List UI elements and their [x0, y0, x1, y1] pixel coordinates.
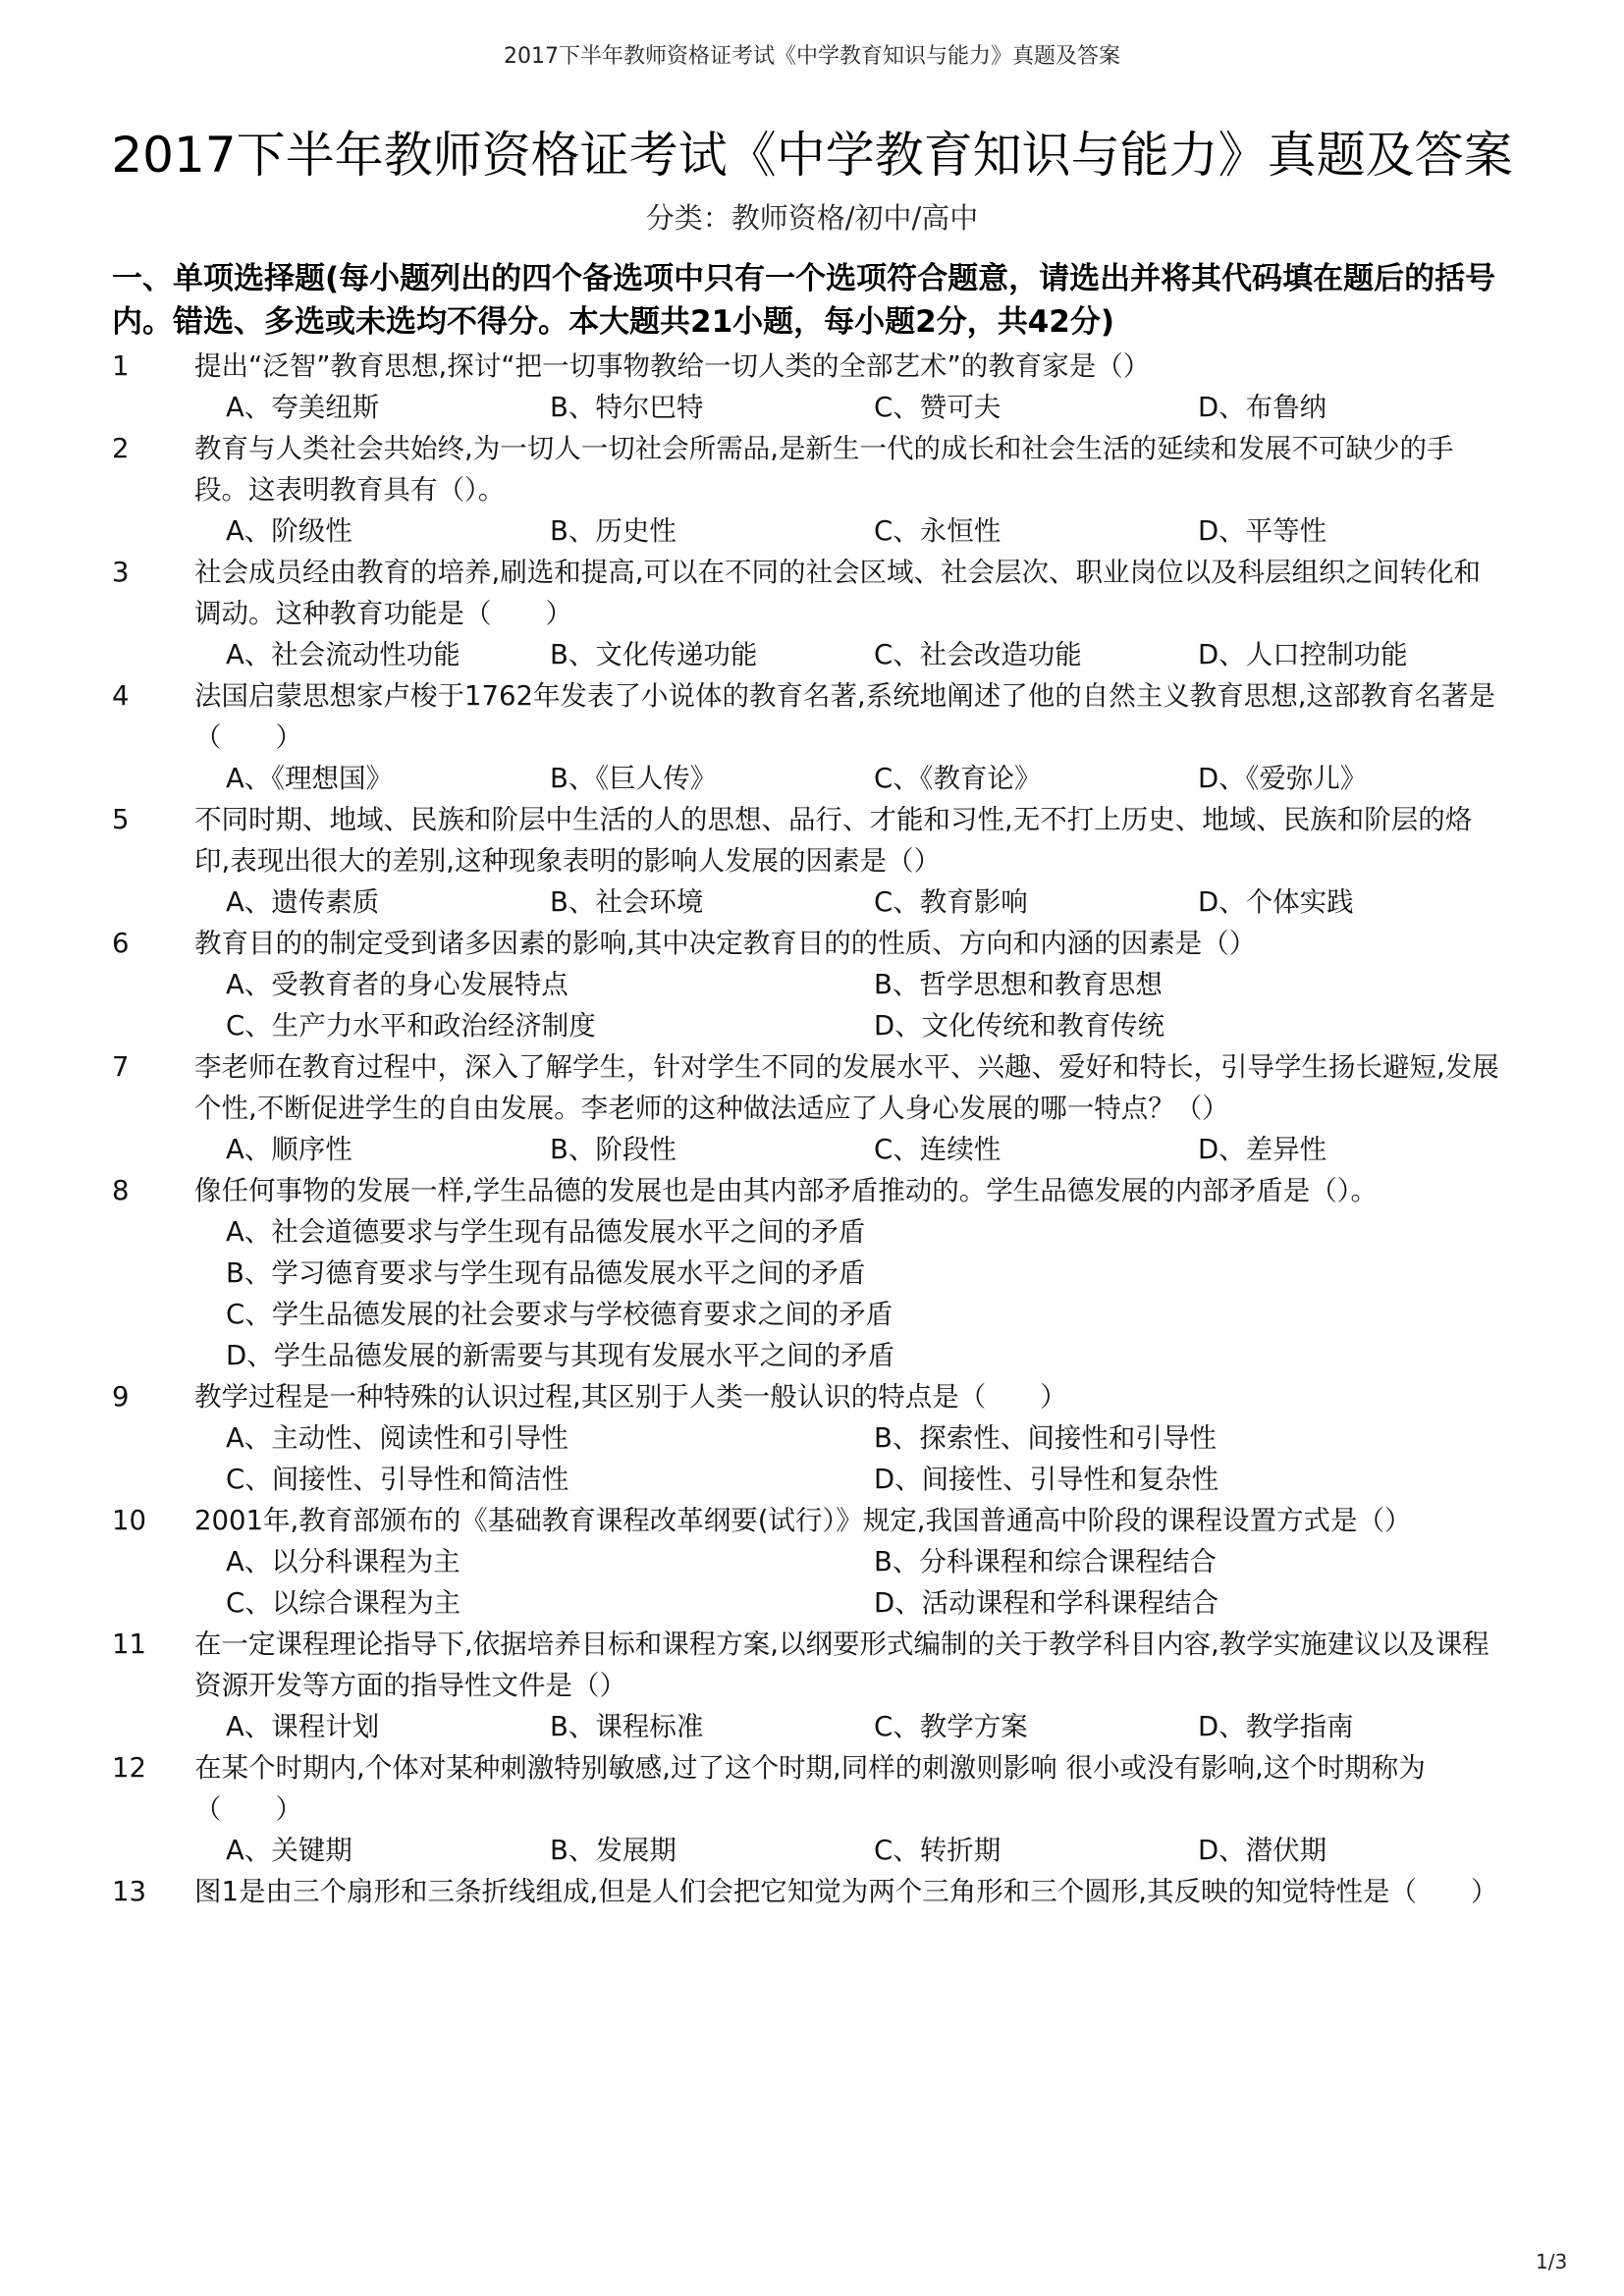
- answer-option: A、夸美纽斯: [226, 392, 380, 423]
- answer-option: D、《爱弥儿》: [1198, 763, 1368, 794]
- answer-option: D、个体实践: [1198, 886, 1354, 918]
- question-stem: 像任何事物的发展一样,学生品德的发展也是由其内部矛盾推动的。学生品德发展的内部矛盾是（）。: [194, 1175, 1378, 1206]
- question-stem: 提出“泛智”教育思想,探讨“把一切事物教给一切人类的全部艺术”的教育家是（）: [194, 350, 1151, 382]
- question-item: [112, 799, 1526, 923]
- section-heading: 一、单项选择题(每小题列出的四个备选项中只有一个选项符合题意，请选出并将其代码填在题后的括号内。错选、多选或未选均不得分。本大题共21小题，每小题2分，共42分): [112, 261, 1496, 340]
- category-label: 分类：教师资格/初中/高中: [645, 201, 979, 235]
- answer-option: B、《巨人传》: [550, 763, 718, 794]
- answer-option: D、平等性: [1198, 515, 1327, 547]
- question-stem: 2001年,教育部颁布的《基础教育课程改革纲要(试行）》规定,我国普通高中阶段的课程设置方式是（）: [194, 1505, 1412, 1536]
- question-stem: 社会成员经由教育的培养,刷选和提高,可以在不同的社会区域、社会层次、职业岗位以及科层组织之间转化和调动。这种教育功能是（ ）: [194, 557, 1481, 629]
- answer-option: B、特尔巴特: [550, 392, 704, 423]
- answer-options: [226, 881, 1522, 923]
- answer-option: B、哲学思想和教育思想: [874, 969, 1163, 1000]
- answer-option: A、课程计划: [226, 1711, 380, 1742]
- answer-option: C、教育影响: [874, 886, 1028, 918]
- question-stem: 在一定课程理论指导下,依据培养目标和课程方案,以纲要形式编制的关于教学科目内容,教学实施建议以及课程资源开发等方面的指导性文件是（）: [194, 1629, 1489, 1701]
- answer-option: D、学生品德发展的新需要与其现有发展水平之间的矛盾: [226, 1340, 895, 1371]
- answer-option: B、分科课程和综合课程结合: [874, 1546, 1217, 1577]
- question-item: [112, 552, 1526, 675]
- answer-option: D、布鲁纳: [1198, 392, 1327, 423]
- question-number: 8: [112, 1175, 130, 1206]
- question-item: [112, 675, 1526, 799]
- question-item: [112, 1170, 1526, 1376]
- answer-option: B、文化传递功能: [550, 639, 758, 670]
- answer-option: C、社会改造功能: [874, 639, 1082, 670]
- question-item: [112, 1376, 1526, 1500]
- answer-option: C、《教育论》: [874, 763, 1042, 794]
- answer-option: B、发展期: [550, 1835, 677, 1866]
- question-stem: 教学过程是一种特殊的认识过程,其区别于人类一般认识的特点是（ ）: [194, 1381, 1067, 1413]
- question-item: [112, 1500, 1526, 1624]
- question-list: [112, 346, 1526, 1912]
- answer-options: [226, 1830, 1522, 1871]
- question-number: 11: [112, 1629, 146, 1660]
- answer-option: A、顺序性: [226, 1134, 352, 1165]
- answer-option: D、文化传统和教育传统: [874, 1010, 1165, 1041]
- question-stem: 在某个时期内,个体对某种刺激特别敏感,过了这个时期,同样的刺激则影响 很小或没有影响,这个时期称为（ ）: [194, 1752, 1426, 1825]
- question-number: 5: [112, 804, 130, 835]
- answer-option: C、学生品德发展的社会要求与学校德育要求之间的矛盾: [226, 1299, 893, 1330]
- question-item: [112, 923, 1526, 1046]
- answer-options: [226, 634, 1522, 675]
- running-header: 2017下半年教师资格证考试《中学教育知识与能力》真题及答案: [504, 44, 1120, 69]
- question-stem: 图1是由三个扇形和三条折线组成,但是人们会把它知觉为两个三角形和三个圆形,其反映的知觉特性是（ ）: [194, 1876, 1498, 1907]
- question-stem: 教育目的的制定受到诸多因素的影响,其中决定教育目的的性质、方向和内涵的因素是（）: [194, 928, 1257, 959]
- answer-options: [226, 1211, 1522, 1376]
- answer-option: B、学习德育要求与学生现有品德发展水平之间的矛盾: [226, 1257, 866, 1289]
- answer-option: C、连续性: [874, 1134, 1001, 1165]
- answer-options: [226, 510, 1522, 552]
- question-stem: 教育与人类社会共始终,为一切人一切社会所需品,是新生一代的成长和社会生活的延续和发展不可缺少的手段。这表明教育具有（）。: [194, 433, 1454, 506]
- answer-option: D、间接性、引导性和复杂性: [874, 1464, 1219, 1495]
- question-item: [112, 1624, 1526, 1747]
- page-number: 1/3: [1536, 2250, 1568, 2273]
- answer-option: B、阶段性: [550, 1134, 677, 1165]
- answer-option: B、探索性、间接性和引导性: [874, 1422, 1217, 1454]
- question-stem: 法国启蒙思想家卢梭于1762年发表了小说体的教育名著,系统地阐述了他的自然主义教育思想,这部教育名著是（ ）: [194, 680, 1495, 753]
- answer-options: [226, 387, 1522, 428]
- question-number: 4: [112, 680, 130, 712]
- question-stem: 李老师在教育过程中，深入了解学生，针对学生不同的发展水平、兴趣、爱好和特长，引导学生扬长避短,发展个性,不断促进学生的自由发展。李老师的这种做法适应了人身心发展的哪一特点？（）: [194, 1051, 1499, 1124]
- answer-options: [226, 1706, 1522, 1747]
- question-number: 7: [112, 1051, 130, 1083]
- answer-option: A、关键期: [226, 1835, 352, 1866]
- answer-option: B、历史性: [550, 515, 677, 547]
- answer-option: A、以分科课程为主: [226, 1546, 460, 1577]
- question-number: 9: [112, 1381, 130, 1413]
- question-stem: 不同时期、地域、民族和阶层中生活的人的思想、品行、才能和习性,无不打上历史、地域、民族和阶层的烙印,表现出很大的差别,这种现象表明的影响人发展的因素是（）: [194, 804, 1473, 877]
- question-item: [112, 1747, 1526, 1871]
- answer-option: A、主动性、阅读性和引导性: [226, 1422, 568, 1454]
- answer-option: A、受教育者的身心发展特点: [226, 969, 568, 1000]
- answer-options: [226, 964, 1522, 1046]
- answer-option: C、赞可夫: [874, 392, 1001, 423]
- answer-option: C、间接性、引导性和简洁性: [226, 1464, 569, 1495]
- answer-options: [226, 1129, 1522, 1170]
- answer-option: A、《理想国》: [226, 763, 394, 794]
- question-number: 10: [112, 1505, 146, 1536]
- question-number: 12: [112, 1752, 146, 1784]
- answer-options: [226, 1541, 1522, 1624]
- answer-option: A、阶级性: [226, 515, 352, 547]
- answer-option: D、活动课程和学科课程结合: [874, 1587, 1219, 1619]
- question-number: 2: [112, 433, 130, 464]
- question-number: 13: [112, 1876, 146, 1907]
- answer-options: [226, 1417, 1522, 1500]
- question-number: 6: [112, 928, 130, 959]
- document-title: 2017下半年教师资格证考试《中学教育知识与能力》真题及答案: [111, 127, 1513, 184]
- question-number: 1: [112, 350, 130, 382]
- answer-option: A、遗传素质: [226, 886, 380, 918]
- answer-option: B、课程标准: [550, 1711, 704, 1742]
- question-number: 3: [112, 557, 130, 588]
- answer-option: C、以综合课程为主: [226, 1587, 461, 1619]
- answer-option: C、转折期: [874, 1835, 1001, 1866]
- answer-option: C、教学方案: [874, 1711, 1028, 1742]
- question-item: [112, 1046, 1526, 1170]
- answer-option: D、差异性: [1198, 1134, 1327, 1165]
- answer-option: C、永恒性: [874, 515, 1001, 547]
- answer-option: D、教学指南: [1198, 1711, 1354, 1742]
- question-item: [112, 428, 1526, 552]
- answer-option: B、社会环境: [550, 886, 704, 918]
- answer-options: [226, 758, 1522, 799]
- answer-option: D、潜伏期: [1198, 1835, 1327, 1866]
- answer-option: D、人口控制功能: [1198, 639, 1408, 670]
- answer-option: C、生产力水平和政治经济制度: [226, 1010, 596, 1041]
- answer-option: A、社会道德要求与学生现有品德发展水平之间的矛盾: [226, 1216, 866, 1248]
- answer-option: A、社会流动性功能: [226, 639, 460, 670]
- question-item: [112, 346, 1526, 428]
- question-item: [112, 1871, 1526, 1912]
